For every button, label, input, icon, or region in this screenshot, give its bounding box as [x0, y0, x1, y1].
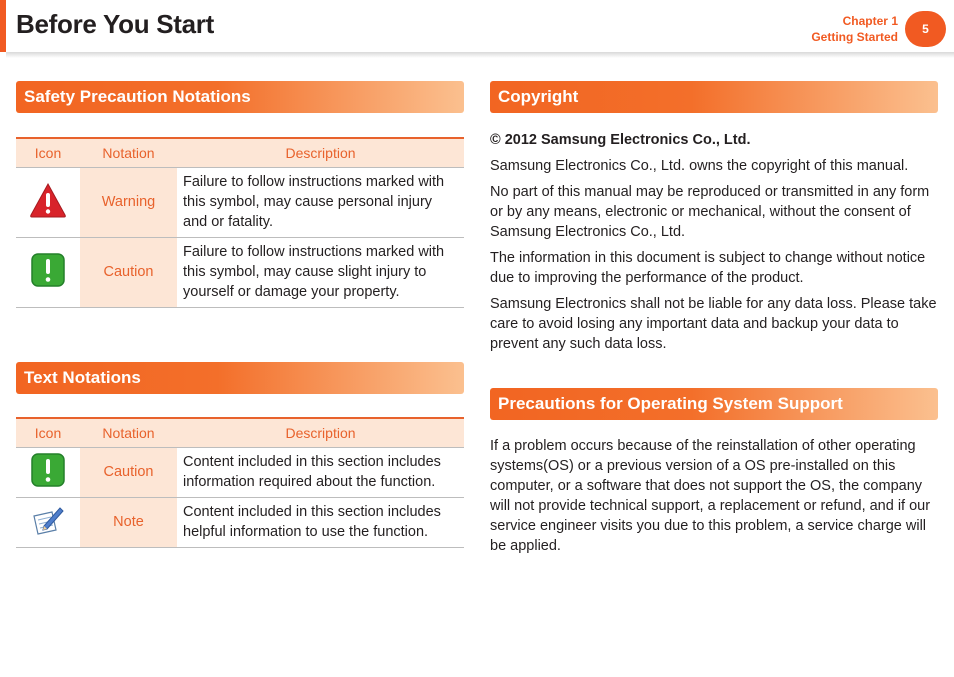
- header-divider: [6, 52, 954, 58]
- copyright-paragraph: No part of this manual may be reproduced or transmitted in any form or by any means, electronic or mechanical, without the consent of Samsung Electronics Co., Ltd.: [490, 184, 930, 240]
- copyright-paragraph: Samsung Electronics shall not be liable for any data loss. Please take care to avoid losing any important data and backup your data to prevent any such data loss.: [490, 296, 937, 352]
- description-cell: Content included in this section includes information required about the function.: [177, 447, 464, 497]
- os-support-body: [490, 436, 940, 562]
- table-row: [16, 497, 464, 547]
- notation-note: Note: [80, 497, 177, 547]
- copyright-body: [490, 130, 940, 360]
- copyright-paragraph: The information in this document is subject to change without notice due to improving the performance of the product.: [490, 250, 926, 286]
- icon-cell: [16, 237, 80, 307]
- table-row: [16, 167, 464, 237]
- notation-warning: Warning: [80, 167, 177, 237]
- table-row: [16, 237, 464, 307]
- description-cell: Failure to follow instructions marked with this symbol, may cause slight injury to yourself or damage your property.: [177, 237, 464, 307]
- note-pencil-icon: [30, 504, 66, 536]
- description-cell: Content included in this section includes helpful information to use the function.: [177, 497, 464, 547]
- table-header-row: [16, 418, 464, 447]
- os-support-heading: Precautions for Operating System Support: [490, 388, 938, 420]
- notation-caution: Caution: [80, 237, 177, 307]
- safety-table: [16, 137, 464, 308]
- header-accent-bar: [0, 0, 6, 52]
- column-header-notation: Notation: [80, 138, 177, 167]
- column-header-description: Description: [177, 138, 464, 167]
- copyright-paragraph: Samsung Electronics Co., Ltd. owns the copyright of this manual.: [490, 158, 909, 174]
- chapter-number: Chapter 1: [842, 14, 898, 28]
- table-row: [16, 447, 464, 497]
- table-header-row: [16, 138, 464, 167]
- warning-triangle-icon: [29, 182, 67, 218]
- caution-exclamation-icon: [31, 453, 65, 487]
- text-notations-heading: Text Notations: [16, 362, 464, 394]
- icon-cell: [16, 497, 80, 547]
- notation-caution: Caution: [80, 447, 177, 497]
- column-header-icon: Icon: [16, 418, 80, 447]
- text-notations-table: [16, 417, 464, 548]
- column-header-description: Description: [177, 418, 464, 447]
- safety-heading: Safety Precaution Notations: [16, 81, 464, 113]
- chapter-name: Getting Started: [811, 30, 898, 44]
- description-cell: Failure to follow instructions marked with this symbol, may cause personal injury and or fatality.: [177, 167, 464, 237]
- os-support-paragraph: If a problem occurs because of the reinstallation of other operating systems(OS) or a previous version of a OS pre-installed on this computer, or a software that does not support the OS, the company will not provide technical support, a replacement or refund, and if our service engineer visits you due to this problem, a service charge will be applied.: [490, 438, 931, 554]
- icon-cell: [16, 447, 80, 497]
- copyright-line: © 2012 Samsung Electronics Co., Ltd.: [490, 132, 751, 148]
- copyright-heading: Copyright: [490, 81, 938, 113]
- column-header-icon: Icon: [16, 138, 80, 167]
- page-number-badge: 5: [905, 11, 946, 47]
- icon-cell: [16, 167, 80, 237]
- page-title: Before You Start: [16, 9, 214, 39]
- caution-exclamation-icon: [31, 253, 65, 287]
- chapter-label: [811, 13, 898, 45]
- column-header-notation: Notation: [80, 418, 177, 447]
